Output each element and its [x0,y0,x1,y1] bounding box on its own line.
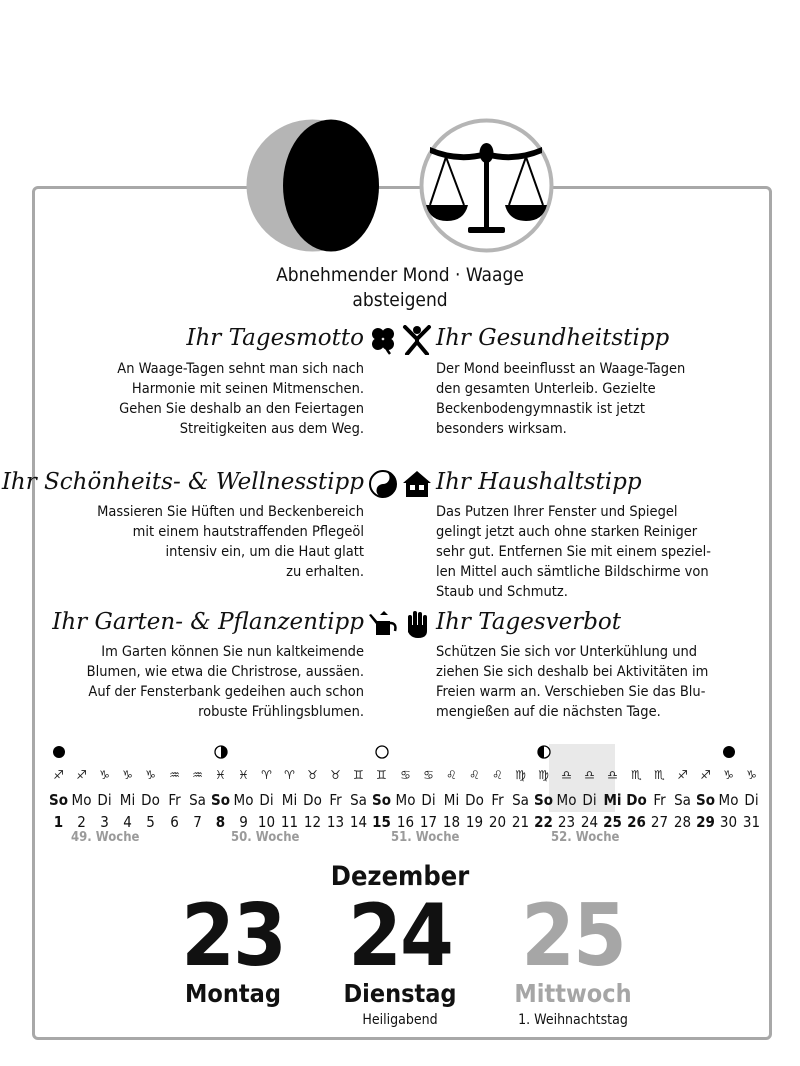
libra-scales-icon [418,117,555,254]
day-number: 12 [303,813,322,831]
tip-heading-household: Ihr Haushaltstipp [436,469,642,495]
watering-can-icon [368,609,398,639]
weekday-abbrev: Mi [603,791,622,809]
tip-text-household: Das Putzen Ihrer Fenster und Spiegel gelingt jetzt auch ohne starken Reiniger sehr gut. Entfernen Sie mit einem speziel- len Mittel auch sämtliche Bildschirme von Staub und Schmutz. [436,504,712,600]
weekday-abbrev: Mo [233,791,254,809]
zodiac-sign-icon: ♑ [723,768,734,782]
holiday-note: 1. Weihnachtstag [518,1012,628,1028]
stop-hand-icon [402,609,432,639]
zodiac-sign-icon: ♓ [215,768,226,782]
day-number: 14 [349,813,368,831]
tip-text-forbidden: Schützen Sie sich vor Unterkühlung und ziehen Sie sich deshalb bei Aktivitäten im Freien warm an. Verschieben Sie das Blu- mengießen auf die nächsten Tage. [436,644,709,720]
waning-moon-icon [244,117,381,254]
day-number: 26 [627,813,646,831]
weekday-abbrev: Fr [168,791,181,809]
week-label: 50. Woche [231,830,300,845]
tip-heading-beauty: Ihr Schönheits- & Wellnesstipp [1,469,364,495]
zodiac-sign-icon: ♉ [330,768,341,782]
house-icon [402,469,432,499]
day-number: 9 [239,813,248,831]
weekday-abbrev: Do [141,791,160,809]
weekday-abbrev: Di [421,791,436,809]
weekday-abbrev: Di [259,791,274,809]
day-number: 1 [53,813,64,831]
weekday-abbrev: Di [744,791,759,809]
weekday-abbrev: Fr [329,791,342,809]
day-number: 7 [193,813,202,831]
zodiac-sign-icon: ♋ [400,768,411,782]
weekday-abbrev: Mo [71,791,92,809]
day-number: 30 [719,813,738,831]
moon-phase-title: Abnehmender Mond · Waage [276,264,524,286]
day-number: 16 [396,813,415,831]
day-number: 24 [580,813,599,831]
day-number: 2 [77,813,86,831]
weekday-abbrev: So [49,791,68,809]
zodiac-sign-icon: ♎ [561,768,572,782]
day-number: 28 [673,813,692,831]
day-block-24 [320,888,480,1030]
tip-text-beauty: Massieren Sie Hüften und Beckenbereich mit einem hautstraffenden Pflegeöl intensiv ein, um die Haut glatt zu erhalten. [97,504,364,580]
holiday-note: Heiligabend [362,1012,438,1028]
day-number: 21 [511,813,530,831]
tip-text-health: Der Mond beeinflusst an Waage-Tagen den gesamten Unterleib. Gezielte Beckenbodengymnastik ist jetzt besonders wirksam. [436,361,686,437]
tip-text-motto: An Waage-Tagen sehnt man sich nach Harmonie mit seinen Mitmenschen. Gehen Sie deshalb an den Feiertagen Streitigkeiten aus dem Weg. [117,361,364,437]
day-number: 8 [215,813,226,831]
day-number: 22 [534,813,553,831]
weekday-name: Dienstag [343,979,457,1008]
zodiac-sign-icon: ♑ [746,768,757,782]
weekday-abbrev: So [534,791,553,809]
weekday-abbrev: Do [626,791,647,809]
weekday-abbrev: Mo [718,791,739,809]
weekday-abbrev: So [696,791,715,809]
tip-text-garden: Im Garten können Sie nun kaltkeimende Blumen, wie etwa die Christrose, aussäen. Auf der Fensterbank gedeihen auch schon robuste Frühlingsblumen. [86,644,364,720]
day-number: 3 [100,813,109,831]
moon-new-icon [717,744,740,762]
zodiac-sign-icon: ♍ [515,768,526,782]
zodiac-sign-icon: ♐ [700,768,711,782]
day-number: 4 [123,813,132,831]
zodiac-sign-icon: ♍ [538,768,549,782]
weekday-abbrev: Do [465,791,484,809]
day-number: 25 [521,886,625,986]
day-number: 11 [280,813,299,831]
zodiac-sign-icon: ♎ [607,768,618,782]
zodiac-sign-icon: ♑ [145,768,156,782]
zodiac-sign-icon: ♋ [423,768,434,782]
weekday-abbrev: Fr [653,791,666,809]
zodiac-sign-icon: ♌ [469,768,480,782]
weekday-abbrev: Do [303,791,322,809]
moon-direction: absteigend [352,289,448,311]
day-number: 6 [170,813,179,831]
weekday-abbrev: Mi [119,791,136,809]
day-number: 24 [348,886,452,986]
tip-heading-garden: Ihr Garten- & Pflanzentipp [52,609,364,635]
week-label: 49. Woche [71,830,140,845]
tip-heading-health: Ihr Gesundheitstipp [436,325,670,351]
weekday-abbrev: Mo [556,791,577,809]
weekday-abbrev: Di [582,791,597,809]
weekday-abbrev: So [372,791,391,809]
day-number: 17 [419,813,438,831]
day-number: 20 [488,813,507,831]
weekday-abbrev: So [211,791,230,809]
zodiac-sign-icon: ♓ [238,768,249,782]
day-number: 19 [465,813,484,831]
zodiac-sign-icon: ♌ [492,768,503,782]
day-number: 15 [372,813,391,831]
zodiac-sign-icon: ♏ [654,768,665,782]
day-number: 31 [742,813,761,831]
tip-heading-motto: Ihr Tagesmotto [186,325,364,351]
moon-full-icon [370,744,393,762]
day-number: 18 [442,813,461,831]
moon-new-icon [47,744,70,762]
zodiac-sign-icon: ♑ [122,768,133,782]
weekday-name: Montag [185,979,281,1008]
weekday-abbrev: Mi [281,791,298,809]
zodiac-sign-icon: ♑ [99,768,110,782]
day-number: 10 [257,813,276,831]
weekday-abbrev: Fr [491,791,504,809]
zodiac-sign-icon: ♐ [677,768,688,782]
zodiac-sign-icon: ♈ [284,768,295,782]
weekday-abbrev: Sa [674,791,691,809]
zodiac-sign-icon: ♊ [353,768,364,782]
weekday-abbrev: Di [97,791,112,809]
tip-heading-forbidden: Ihr Tagesverbot [436,609,622,635]
zodiac-sign-icon: ♐ [53,768,64,782]
stretching-person-icon [402,325,432,355]
day-number: 23 [181,886,285,986]
weekday-abbrev: Sa [189,791,206,809]
day-number: 23 [557,813,576,831]
zodiac-sign-icon: ♐ [76,768,87,782]
day-number: 25 [603,813,622,831]
day-number: 29 [696,813,715,831]
yin-yang-icon [368,469,398,499]
day-number: 27 [650,813,669,831]
weekday-abbrev: Sa [350,791,367,809]
moon-last-icon [532,744,555,762]
weekday-abbrev: Mo [395,791,416,809]
zodiac-sign-icon: ♈ [261,768,272,782]
weekday-abbrev: Mi [443,791,460,809]
weekday-abbrev: Sa [512,791,529,809]
day-block-25 [493,888,653,1030]
zodiac-sign-icon: ♏ [631,768,642,782]
day-number: 5 [146,813,155,831]
day-block-23 [153,888,313,1008]
zodiac-sign-icon: ♎ [584,768,595,782]
week-label: 51. Woche [391,830,460,845]
clover-icon [368,325,398,355]
zodiac-sign-icon: ♉ [307,768,318,782]
weekday-name: Mittwoch [514,979,632,1008]
week-label: 52. Woche [551,830,620,845]
zodiac-sign-icon: ♒ [192,768,203,782]
day-number: 13 [326,813,345,831]
moon-first-icon [209,744,232,762]
month-title: Dezember [330,861,470,892]
zodiac-sign-icon: ♊ [376,768,387,782]
zodiac-sign-icon: ♌ [446,768,457,782]
zodiac-sign-icon: ♒ [169,768,180,782]
